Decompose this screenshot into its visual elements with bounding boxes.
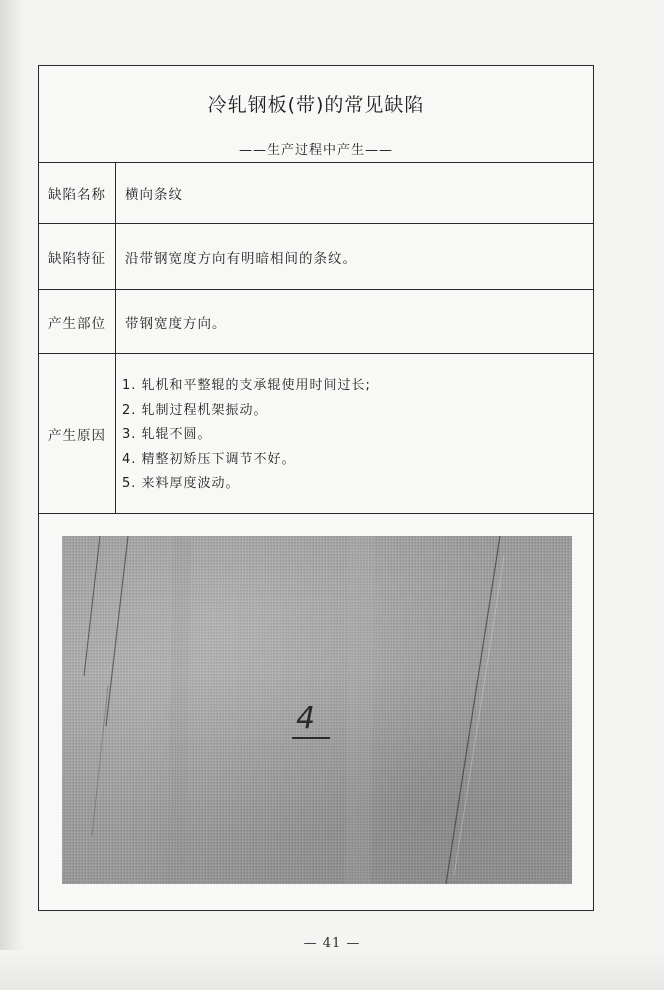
defect-name-value: 横向条纹: [125, 186, 183, 203]
defect-table: [38, 65, 594, 911]
defect-location-row: [39, 290, 593, 354]
defect-photo: [62, 536, 572, 884]
defect-name-label: 缺陷名称: [39, 162, 116, 223]
defect-feature-value: 沿带钢宽度方向有明暗相间的条纹。: [125, 250, 357, 267]
cause-list: [122, 374, 371, 497]
cause-item: 3. 轧辊不圆。: [122, 427, 212, 442]
defect-cause-row: [39, 354, 593, 514]
page-title: 冷轧钢板(带)的常见缺陷: [207, 94, 425, 116]
photo-streaks: [62, 536, 572, 884]
defect-location-value: 带钢宽度方向。: [125, 315, 227, 332]
defect-name-row: [39, 162, 593, 224]
defect-location-label: 产生部位: [39, 290, 116, 353]
scan-shadow-left: [0, 0, 26, 990]
photo-mark: 4: [296, 701, 316, 736]
defect-feature-label: 缺陷特征: [39, 224, 116, 289]
page-subtitle: ——生产过程中产生——: [238, 143, 393, 158]
cause-item: 5. 来料厚度波动。: [122, 476, 240, 491]
defect-feature-row: [39, 224, 593, 290]
defect-cause-label: 产生原因: [39, 354, 116, 513]
cause-item: 4. 精整初矫压下调节不好。: [122, 451, 296, 467]
cause-item: 2. 轧制过程机架振动。: [122, 402, 268, 418]
page-number: — 41 —: [303, 936, 361, 951]
table-header: [39, 66, 593, 163]
scan-shadow-bottom: [0, 950, 664, 990]
photo-mark-underline: [292, 737, 330, 739]
cause-item: 1. 轧机和平整辊的支承辊使用时间过长;: [122, 378, 371, 393]
